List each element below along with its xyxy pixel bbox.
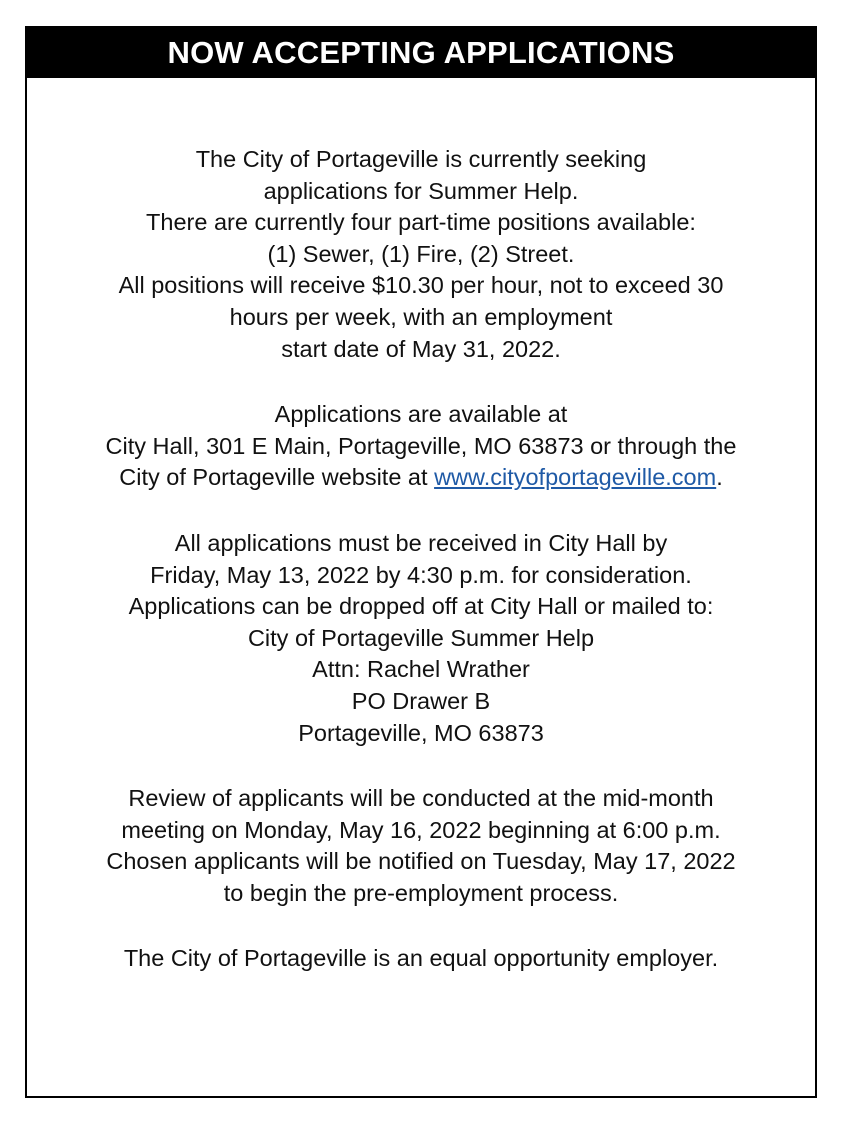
footer-paragraph [27,943,815,975]
review-line: Review of applicants will be conducted at the mid-month [128,785,714,812]
intro-line: applications for Summer Help. [263,177,579,204]
deadline-line: Applications can be dropped off at City Hall or mailed to: [128,593,714,620]
availability-line: Applications are available at [274,401,568,428]
availability-line [27,462,815,494]
review-line: to begin the pre-employment process. [223,879,619,906]
availability-line: City Hall, 301 E Main, Portageville, MO 63873 or through the [105,432,737,459]
availability-paragraph [27,399,815,494]
intro-line: start date of May 31, 2022. [281,335,561,362]
header-bar [27,28,815,78]
website-suffix: . [716,464,723,491]
intro-paragraph [27,144,815,365]
mailing-address-line: PO Drawer B [351,687,491,714]
intro-line: The City of Portageville is currently seeking [195,146,647,172]
flyer-content [27,78,815,975]
mailing-address-line: Portageville, MO 63873 [298,719,544,746]
mailing-address-line: City of Portageville Summer Help [247,624,595,651]
deadline-line: All applications must be received in City Hall by [174,529,668,556]
intro-line: There are currently four part-time positions available: [146,209,696,236]
intro-line: (1) Sewer, (1) Fire, (2) Street. [267,240,575,267]
review-paragraph [27,783,815,909]
equal-opportunity-statement: The City of Portageville is an equal opportunity employer. [123,945,719,972]
review-line: Chosen applicants will be notified on Tuesday, May 17, 2022 [106,848,736,875]
deadline-paragraph [27,528,815,749]
intro-line: hours per week, with an employment [229,303,613,330]
website-prefix: City of Portageville website at [119,464,435,491]
page-title: NOW ACCEPTING APPLICATIONS [167,35,675,70]
flyer [25,26,817,1098]
mailing-address-line: Attn: Rachel Wrather [312,656,530,683]
review-line: meeting on Monday, May 16, 2022 beginning at 6:00 p.m. [121,816,721,843]
deadline-line: Friday, May 13, 2022 by 4:30 p.m. for consideration. [150,561,692,588]
website-link[interactable]: www.cityofportageville.com [434,464,717,491]
intro-line: All positions will receive $10.30 per hour, not to exceed 30 [118,272,724,299]
